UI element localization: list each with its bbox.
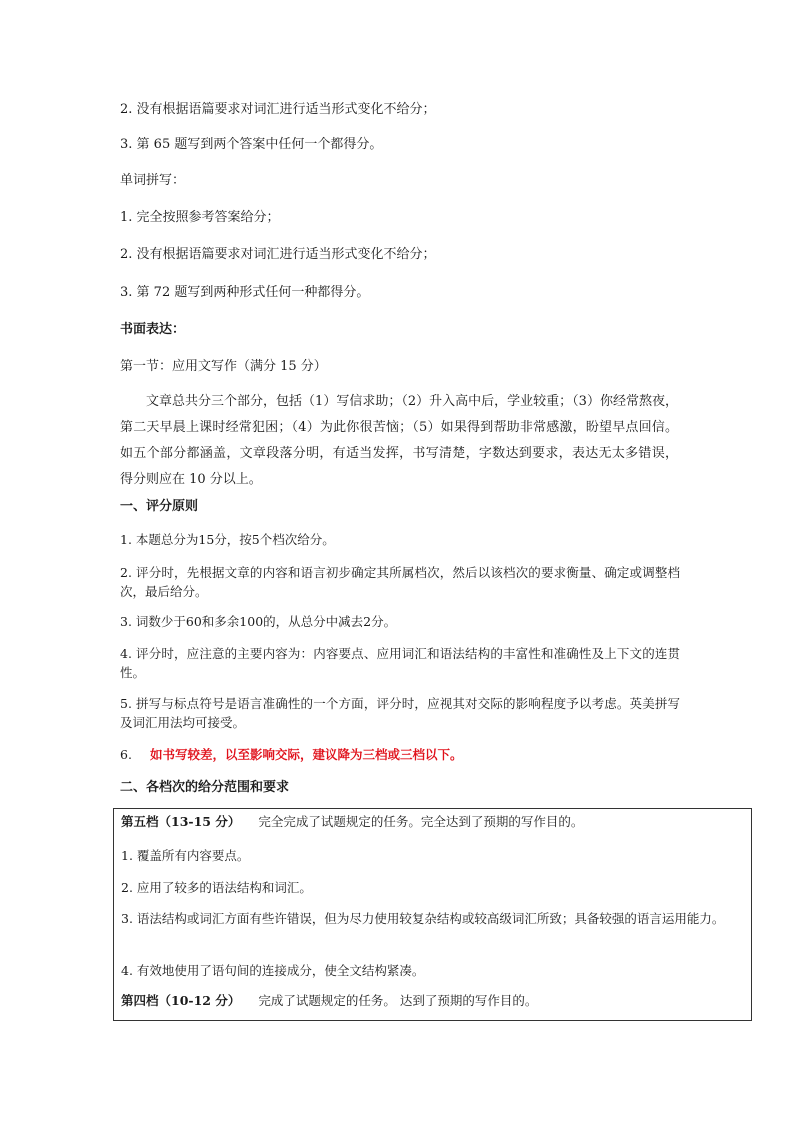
level-5-item-4: 4. 有效地使用了语句间的连接成分，使全文结构紧凑。: [121, 963, 425, 978]
level-5-item-2: 2. 应用了较多的语法结构和词汇。: [121, 880, 312, 895]
principle-item-3: 3. 词数少于60和多余100的，从总分中减去2分。: [120, 614, 397, 629]
principle-item-2: 2. 评分时，先根据文章的内容和语言初步确定其所属档次，然后以该档次的要求衡量、确定或调整档次，最后给分。: [120, 565, 680, 599]
spelling-note-3: 3. 第 72 题写到两种形式任何一种都得分。: [120, 285, 370, 300]
summary-paragraph: 文章总共分三个部分，包括（1）写信求助；（2）升入高中后，学业较重；（3）你经常熬夜，第二天早晨上课时经常犯困；（4）为此你很苦恼；（5）如果得到帮助非常感激，盼望早点回信。如五个部分都涵盖，文章段落分明，有适当发挥，书写清楚，字数达到要求，表达无太多错误，得分则应在 10 分以上。: [120, 394, 678, 487]
spelling-note-1: 1. 完全按照参考答案给分；: [120, 210, 280, 225]
level-4-desc: 完成了试题规定的任务。 达到了预期的写作目的。: [258, 993, 538, 1008]
level-5-item-1: 1. 覆盖所有内容要点。: [121, 848, 250, 863]
level-5-desc: 完全完成了试题规定的任务。完全达到了预期的写作目的。: [258, 814, 584, 829]
principle-item-5: 5. 拼写与标点符号是语言准确性的一个方面，评分时，应视其对交际的影响程度予以考虑。英美拼写及词汇用法均可接受。: [120, 696, 680, 730]
note-3-question-65: 3. 第 65 题写到两个答案中任何一个都得分。: [120, 137, 383, 152]
level-5-row: [121, 812, 745, 831]
principle-item-6: [120, 745, 680, 764]
section-title: 第一节：应用文写作（满分 15 分）: [120, 359, 327, 374]
principle-item-1: 1. 本题总分为15分，按5个档次给分。: [120, 532, 335, 547]
level-4-title: 第四档（10-12 分）: [121, 993, 241, 1008]
level-5-title: 第五档（13-15 分）: [121, 814, 241, 829]
principle-item-6-number: 6.: [120, 747, 132, 762]
principle-item-6-warning: 如书写较差，以至影响交际，建议降为三档或三档以下。: [149, 747, 463, 762]
spelling-note-2: 2. 没有根据语篇要求对词汇进行适当形式变化不给分；: [120, 247, 436, 262]
principles-heading: 一、评分原则: [120, 499, 199, 514]
rubric-table: [113, 808, 752, 1021]
writing-heading: 书面表达：: [120, 322, 186, 337]
levels-heading: 二、各档次的给分范围和要求: [120, 780, 290, 795]
level-4-row: [121, 991, 745, 1010]
spelling-heading: 单词拼写：: [120, 173, 186, 188]
note-2-word-form: 2. 没有根据语篇要求对词汇进行适当形式变化不给分；: [120, 102, 436, 117]
level-5-item-3: 3. 语法结构或词汇方面有些许错误，但为尽力使用较复杂结构或较高级词汇所致；具备较强的语言运用能力。: [121, 911, 725, 926]
principle-item-4: 4. 评分时，应注意的主要内容为：内容要点、应用词汇和语法结构的丰富性和准确性及上下文的连贯性。: [120, 646, 680, 680]
